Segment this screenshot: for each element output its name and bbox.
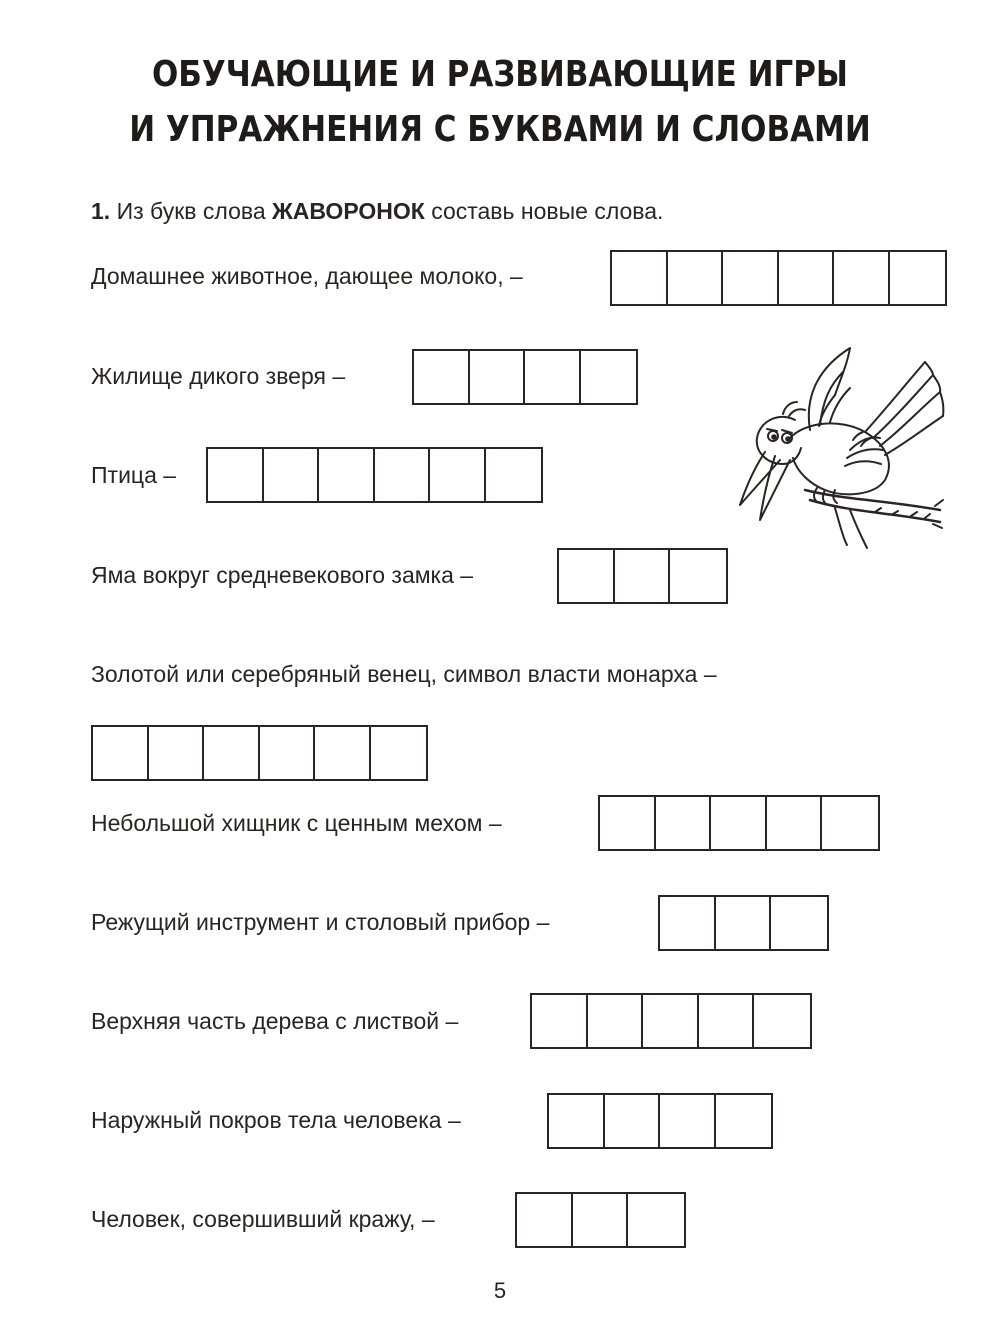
letter-cell[interactable] (716, 1095, 772, 1147)
letter-cell[interactable] (525, 351, 581, 403)
letter-cell[interactable] (371, 727, 427, 779)
letter-cell[interactable] (660, 897, 716, 949)
letter-cell[interactable] (588, 995, 644, 1047)
letter-cell[interactable] (767, 797, 823, 849)
clue-4-answer-boxes[interactable] (557, 548, 728, 604)
clue-8-text: Верхняя часть дерева с листвой – (91, 1008, 459, 1034)
clue-2-answer-boxes[interactable] (412, 349, 638, 405)
clue-5-answer-boxes[interactable] (91, 725, 428, 781)
letter-cell[interactable] (430, 449, 486, 501)
letter-cell[interactable] (612, 252, 668, 304)
letter-cell[interactable] (643, 995, 699, 1047)
letter-cell[interactable] (723, 252, 779, 304)
letter-cell[interactable] (711, 797, 767, 849)
clue-6-text: Небольшой хищник с ценным мехом – (91, 810, 502, 836)
clue-7-text: Режущий инструмент и столовый прибор – (91, 909, 550, 935)
letter-cell[interactable] (605, 1095, 661, 1147)
task-text-after: составь новые слова. (431, 198, 664, 224)
letter-cell[interactable] (149, 727, 205, 779)
letter-cell[interactable] (754, 995, 810, 1047)
title-line-1: ОБУЧАЮЩИЕ И РАЗВИВАЮЩИЕ ИГРЫ (151, 54, 849, 95)
letter-cell[interactable] (517, 1194, 573, 1246)
letter-cell[interactable] (260, 727, 316, 779)
letter-cell[interactable] (486, 449, 542, 501)
page-number: 5 (493, 1278, 507, 1303)
letter-cell[interactable] (264, 449, 320, 501)
letter-cell[interactable] (204, 727, 260, 779)
task-text-before: Из букв слова (116, 198, 266, 224)
letter-cell[interactable] (470, 351, 526, 403)
letter-cell[interactable] (549, 1095, 605, 1147)
clue-4-text: Яма вокруг средневекового замка – (91, 562, 474, 588)
letter-cell[interactable] (208, 449, 264, 501)
letter-cell[interactable] (822, 797, 878, 849)
letter-cell[interactable] (559, 550, 615, 602)
letter-cell[interactable] (315, 727, 371, 779)
letter-cell[interactable] (771, 897, 827, 949)
letter-cell[interactable] (319, 449, 375, 501)
letter-cell[interactable] (670, 550, 726, 602)
clue-6-answer-boxes[interactable] (598, 795, 880, 851)
task-number: 1. (91, 198, 111, 224)
letter-cell[interactable] (890, 252, 946, 304)
letter-cell[interactable] (375, 449, 431, 501)
bird-on-branch-illustration (735, 340, 950, 555)
clue-1-text: Домашнее животное, дающее молоко, – (91, 263, 523, 289)
letter-cell[interactable] (414, 351, 470, 403)
letter-cell[interactable] (656, 797, 712, 849)
letter-cell[interactable] (615, 550, 671, 602)
letter-cell[interactable] (834, 252, 890, 304)
letter-cell[interactable] (779, 252, 835, 304)
clue-10-answer-boxes[interactable] (515, 1192, 686, 1248)
letter-cell[interactable] (93, 727, 149, 779)
letter-cell[interactable] (716, 897, 772, 949)
title-line-2: И УПРАЖНЕНИЯ С БУКВАМИ И СЛОВАМИ (129, 109, 871, 150)
task-instruction (91, 200, 663, 223)
clue-2-text: Жилище дикого зверя – (91, 363, 346, 389)
letter-cell[interactable] (660, 1095, 716, 1147)
letter-cell[interactable] (581, 351, 637, 403)
letter-cell[interactable] (699, 995, 755, 1047)
clue-7-answer-boxes[interactable] (658, 895, 829, 951)
letter-cell[interactable] (600, 797, 656, 849)
letter-cell[interactable] (668, 252, 724, 304)
clue-8-answer-boxes[interactable] (530, 993, 812, 1049)
letter-cell[interactable] (573, 1194, 629, 1246)
clue-10-text: Человек, совершивший кражу, – (91, 1206, 435, 1232)
clue-5-text: Золотой или серебряный венец, символ власти монарха – (91, 661, 717, 687)
clue-9-answer-boxes[interactable] (547, 1093, 773, 1149)
letter-cell[interactable] (628, 1194, 684, 1246)
task-source-word: ЖАВОРОНОК (272, 198, 425, 224)
clue-3-text: Птица – (91, 462, 177, 488)
letter-cell[interactable] (532, 995, 588, 1047)
clue-9-text: Наружный покров тела человека – (91, 1107, 461, 1133)
clue-1-answer-boxes[interactable] (610, 250, 947, 306)
clue-3-answer-boxes[interactable] (206, 447, 543, 503)
